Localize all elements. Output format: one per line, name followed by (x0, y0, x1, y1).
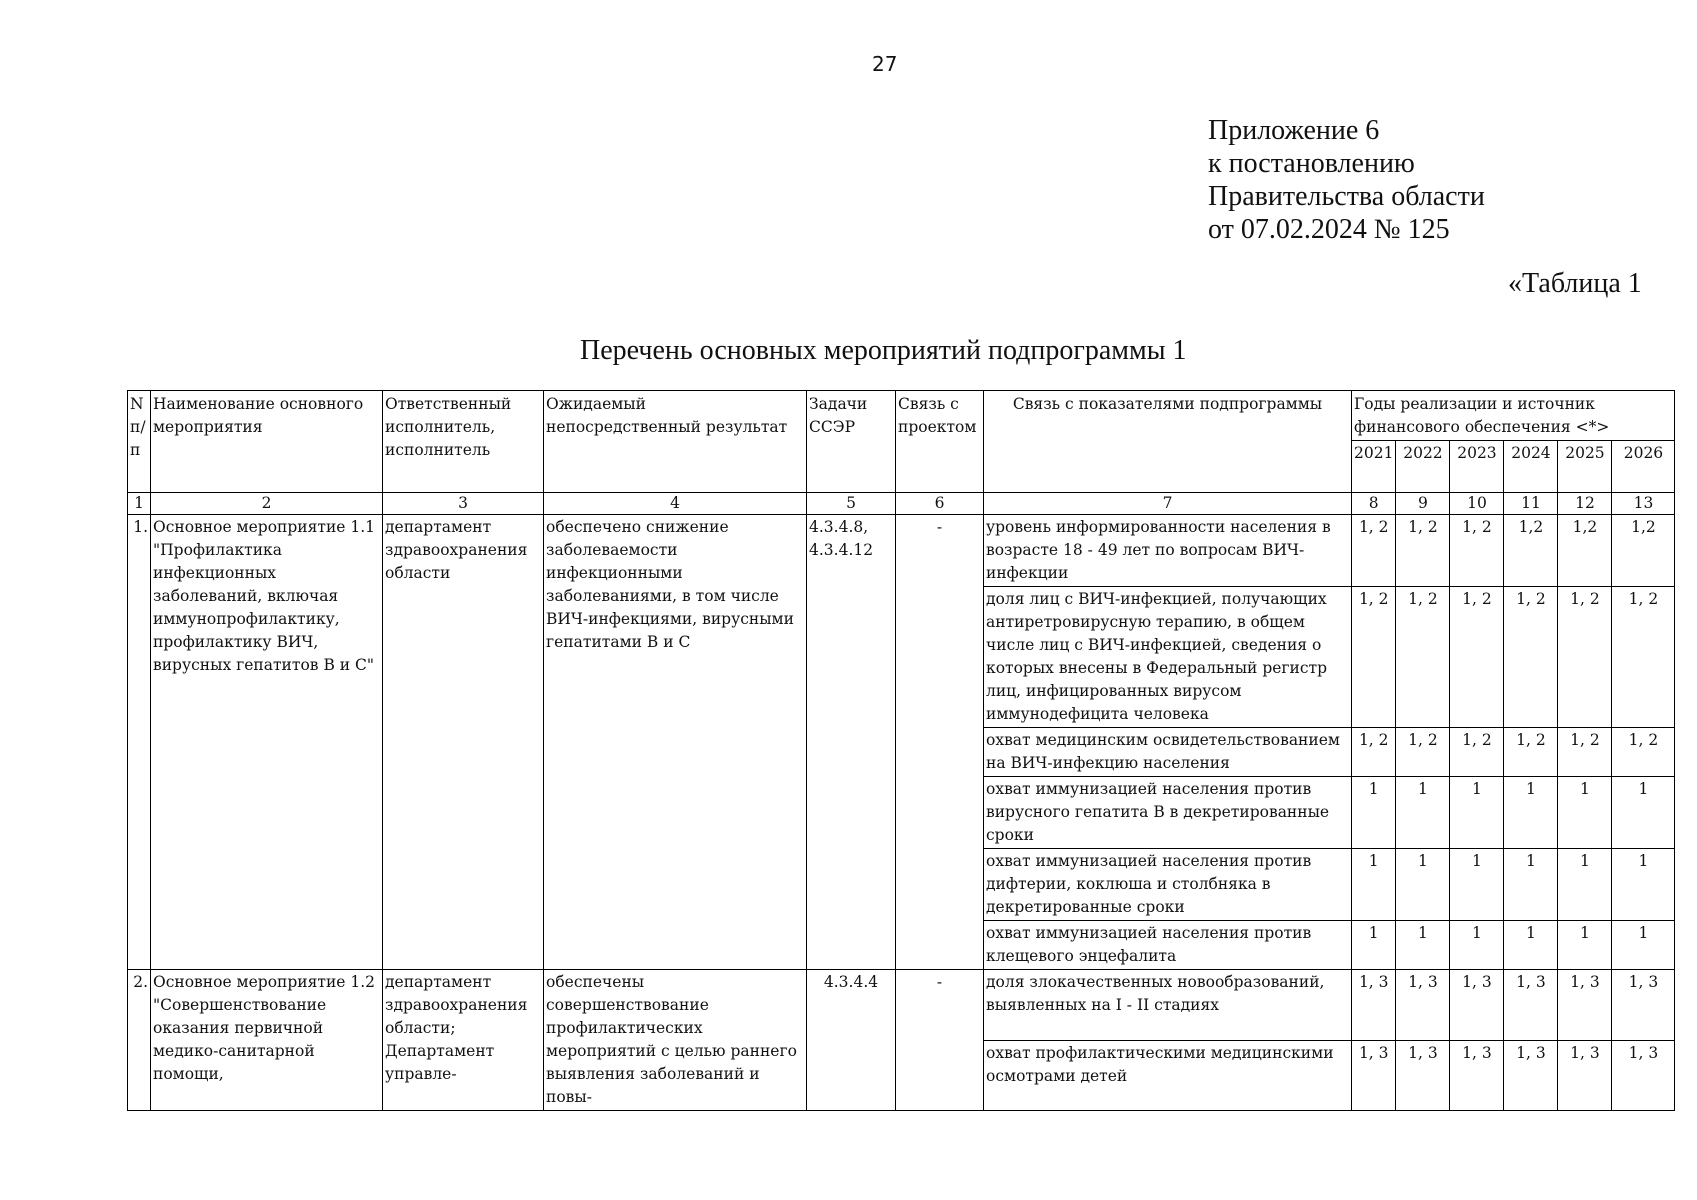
year-value-cell: 1, 3 (1558, 970, 1612, 1041)
header-year: 2026 (1612, 441, 1675, 493)
year-value-cell: 1 (1612, 777, 1675, 849)
indicator-cell: охват иммунизацией населения против дифтерии, коклюша и столбняка в декретированные сроки (984, 849, 1352, 921)
appendix-line-1: Приложение 6 (1208, 115, 1380, 146)
year-value-cell: 1, 2 (1352, 515, 1396, 587)
header-tasks: Задачи ССЭР (807, 391, 896, 493)
row-number-cell: 2. (128, 970, 151, 1111)
indicator-cell: охват медицинским освидетельствованием на ВИЧ-инфекцию населения (984, 728, 1352, 777)
column-number: 8 (1352, 493, 1396, 515)
header-name: Наименование основного мероприятия (151, 391, 383, 493)
year-value-cell: 1 (1450, 849, 1504, 921)
year-value-cell: 1,2 (1504, 515, 1558, 587)
year-value-cell: 1, 3 (1504, 1040, 1558, 1111)
header-project: Связь с проектом (896, 391, 984, 493)
year-value-cell: 1, 2 (1396, 587, 1450, 728)
header-row (128, 391, 1675, 441)
result-cell: обеспечены совершенствование профилактических мероприятий с целью раннего выявления заболеваний и повы- (544, 970, 807, 1111)
year-value-cell: 1 (1396, 777, 1450, 849)
row-number-cell: 1. (128, 515, 151, 970)
year-value-cell: 1, 3 (1504, 970, 1558, 1041)
year-value-cell: 1, 2 (1558, 728, 1612, 777)
year-value-cell: 1 (1504, 849, 1558, 921)
year-value-cell: 1, 2 (1612, 587, 1675, 728)
year-value-cell: 1, 2 (1396, 515, 1450, 587)
header-year: 2021 (1352, 441, 1396, 493)
tasks-cell: 4.3.4.8, 4.3.4.12 (807, 515, 896, 970)
year-value-cell: 1, 3 (1558, 1040, 1612, 1111)
header-year: 2023 (1450, 441, 1504, 493)
year-value-cell: 1, 2 (1504, 587, 1558, 728)
year-value-cell: 1, 2 (1352, 728, 1396, 777)
project-cell: - (896, 515, 984, 970)
year-value-cell: 1 (1504, 777, 1558, 849)
table-row (128, 515, 1675, 587)
year-value-cell: 1, 2 (1352, 587, 1396, 728)
header-year: 2024 (1504, 441, 1558, 493)
year-value-cell: 1,2 (1612, 515, 1675, 587)
year-value-cell: 1 (1558, 921, 1612, 970)
year-value-cell: 1 (1450, 921, 1504, 970)
year-value-cell: 1 (1396, 921, 1450, 970)
year-value-cell: 1 (1352, 921, 1396, 970)
header-year: 2022 (1396, 441, 1450, 493)
year-value-cell: 1 (1352, 849, 1396, 921)
year-value-cell: 1 (1558, 849, 1612, 921)
year-value-cell: 1, 3 (1612, 1040, 1675, 1111)
header-indicators: Связь с показателями подпрограммы (984, 391, 1352, 493)
table-label: «Таблица 1 (1508, 268, 1642, 299)
document-title: Перечень основных мероприятий подпрограммы 1 (580, 335, 1187, 366)
header-num: N п/п (128, 391, 151, 493)
year-value-cell: 1, 3 (1396, 1040, 1450, 1111)
column-number: 2 (151, 493, 383, 515)
year-value-cell: 1, 3 (1450, 970, 1504, 1041)
year-value-cell: 1, 3 (1352, 1040, 1396, 1111)
executor-cell: департамент здравоохранения области (383, 515, 544, 970)
year-value-cell: 1, 2 (1450, 728, 1504, 777)
year-value-cell: 1, 3 (1396, 970, 1450, 1041)
indicator-cell: охват иммунизацией населения против вирусного гепатита В в декретированные сроки (984, 777, 1352, 849)
measures-table (127, 390, 1675, 1111)
executor-cell: департамент здравоохранения области; Департамент управле- (383, 970, 544, 1111)
column-number-row (128, 493, 1675, 515)
year-value-cell: 1 (1612, 849, 1675, 921)
measure-name-cell: Основное мероприятие 1.1 "Профилактика инфекционных заболеваний, включая иммунопрофилактику, профилактику ВИЧ, вирусных гепатитов В и С" (151, 515, 383, 970)
table-row (128, 970, 1675, 1041)
column-number: 10 (1450, 493, 1504, 515)
indicator-cell: уровень информированности населения в возрасте 18 - 49 лет по вопросам ВИЧ-инфекции (984, 515, 1352, 587)
column-number: 9 (1396, 493, 1450, 515)
result-cell: обеспечено снижение заболеваемости инфекционными заболеваниями, в том числе ВИЧ-инфекциями, вирусными гепатитами В и С (544, 515, 807, 970)
appendix-block (1208, 114, 1485, 246)
column-number: 13 (1612, 493, 1675, 515)
year-value-cell: 1,2 (1558, 515, 1612, 587)
project-cell: - (896, 970, 984, 1111)
appendix-line-3: Правительства области (1208, 181, 1485, 212)
year-value-cell: 1 (1504, 921, 1558, 970)
column-number: 5 (807, 493, 896, 515)
year-value-cell: 1, 3 (1352, 970, 1396, 1041)
year-value-cell: 1, 2 (1396, 728, 1450, 777)
column-number: 7 (984, 493, 1352, 515)
header-executor: Ответственный исполнитель, исполнитель (383, 391, 544, 493)
measure-name-cell: Основное мероприятие 1.2 "Совершенствование оказания первичной медико-санитарной помощи, (151, 970, 383, 1111)
indicator-cell: доля лиц с ВИЧ-инфекцией, получающих антиретровирусную терапию, в общем числе лиц с ВИЧ-инфекцией, сведения о которых внесены в Федеральный регистр лиц, инфицированных вирусом иммунодефицита человека (984, 587, 1352, 728)
year-value-cell: 1, 3 (1450, 1040, 1504, 1111)
year-value-cell: 1, 2 (1450, 515, 1504, 587)
column-number: 11 (1504, 493, 1558, 515)
column-number: 3 (383, 493, 544, 515)
year-value-cell: 1, 2 (1450, 587, 1504, 728)
appendix-line-4: от 07.02.2024 № 125 (1208, 214, 1450, 245)
year-value-cell: 1 (1612, 921, 1675, 970)
year-value-cell: 1 (1558, 777, 1612, 849)
indicator-cell: доля злокачественных новообразований, выявленных на I - II стадиях (984, 970, 1352, 1041)
year-value-cell: 1 (1352, 777, 1396, 849)
year-value-cell: 1, 2 (1558, 587, 1612, 728)
year-value-cell: 1, 3 (1612, 970, 1675, 1041)
year-value-cell: 1, 2 (1504, 728, 1558, 777)
indicator-cell: охват иммунизацией населения против клещевого энцефалита (984, 921, 1352, 970)
header-years-group: Годы реализации и источник финансового обеспечения <*> (1352, 391, 1675, 441)
tasks-cell: 4.3.4.4 (807, 970, 896, 1111)
year-value-cell: 1 (1450, 777, 1504, 849)
page-number: 27 (872, 52, 898, 76)
header-year: 2025 (1558, 441, 1612, 493)
column-number: 12 (1558, 493, 1612, 515)
appendix-line-2: к постановлению (1208, 148, 1415, 179)
column-number: 1 (128, 493, 151, 515)
header-result: Ожидаемый непосредственный результат (544, 391, 807, 493)
indicator-cell: охват профилактическими медицинскими осмотрами детей (984, 1040, 1352, 1111)
year-value-cell: 1, 2 (1612, 728, 1675, 777)
column-number: 4 (544, 493, 807, 515)
year-value-cell: 1 (1396, 849, 1450, 921)
column-number: 6 (896, 493, 984, 515)
